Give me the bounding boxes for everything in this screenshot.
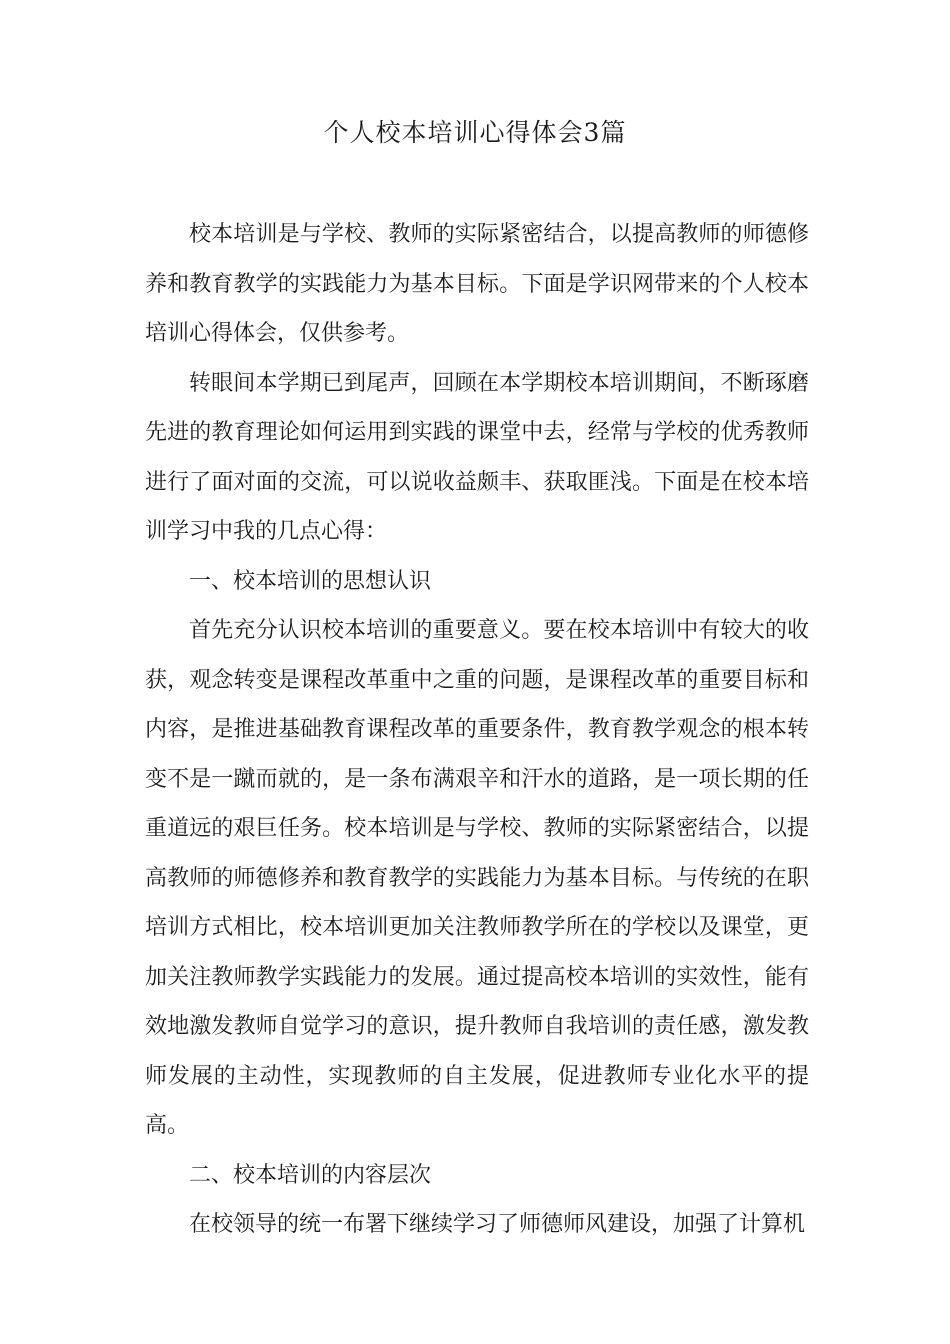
section-heading-2: 二、校本培训的内容层次: [189, 1162, 432, 1188]
paragraph-section-1: 首先充分认识校本培训的重要意义。要在校本培训中有较大的收获，观念转变是课程改革重中之重的问题，是课程改革的重要目标和内容，是推进基础教育课程改革的重要条件，教育教学观念的根本转变不是一蹴而就的，是一条布满艰辛和汗水的道路，是一项长期的任重道远的艰巨任务。校本培训是与学校、教师的实际紧密结合，以提高教师的师德修养和教育教学的实践能力为基本目标。与传统的在职培训方式相比，校本培训更加关注教师教学所在的学校以及课堂，更加关注教师教学实践能力的发展。通过提高校本培训的实效性，能有效地激发教师自觉学习的意识，提升教师自我培训的责任感，激发教师发展的主动性，实现教师的自主发展，促进教师专业化水平的提高。: [145, 618, 809, 1138]
document-title: 个人校本培训心得体会3篇: [323, 118, 627, 147]
paragraph-review: 转眼间本学期已到尾声，回顾在本学期校本培训期间，不断琢磨先进的教育理论如何运用到实践的课堂中去，经常与学校的优秀教师进行了面对面的交流，可以说收益颇丰、获取匪浅。下面是在校本培训学习中我的几点心得：: [145, 370, 809, 544]
paragraph-section-2: 在校领导的统一布署下继续学习了师德师风建设，加强了计算机: [189, 1212, 806, 1237]
paragraph-intro: 校本培训是与学校、教师的实际紧密结合，以提高教师的师德修养和教育教学的实践能力为基本目标。下面是学识网带来的个人校本培训心得体会，仅供参考。: [145, 222, 809, 346]
section-heading-1: 一、校本培训的思想认识: [189, 568, 432, 594]
document-body: [145, 210, 809, 1250]
